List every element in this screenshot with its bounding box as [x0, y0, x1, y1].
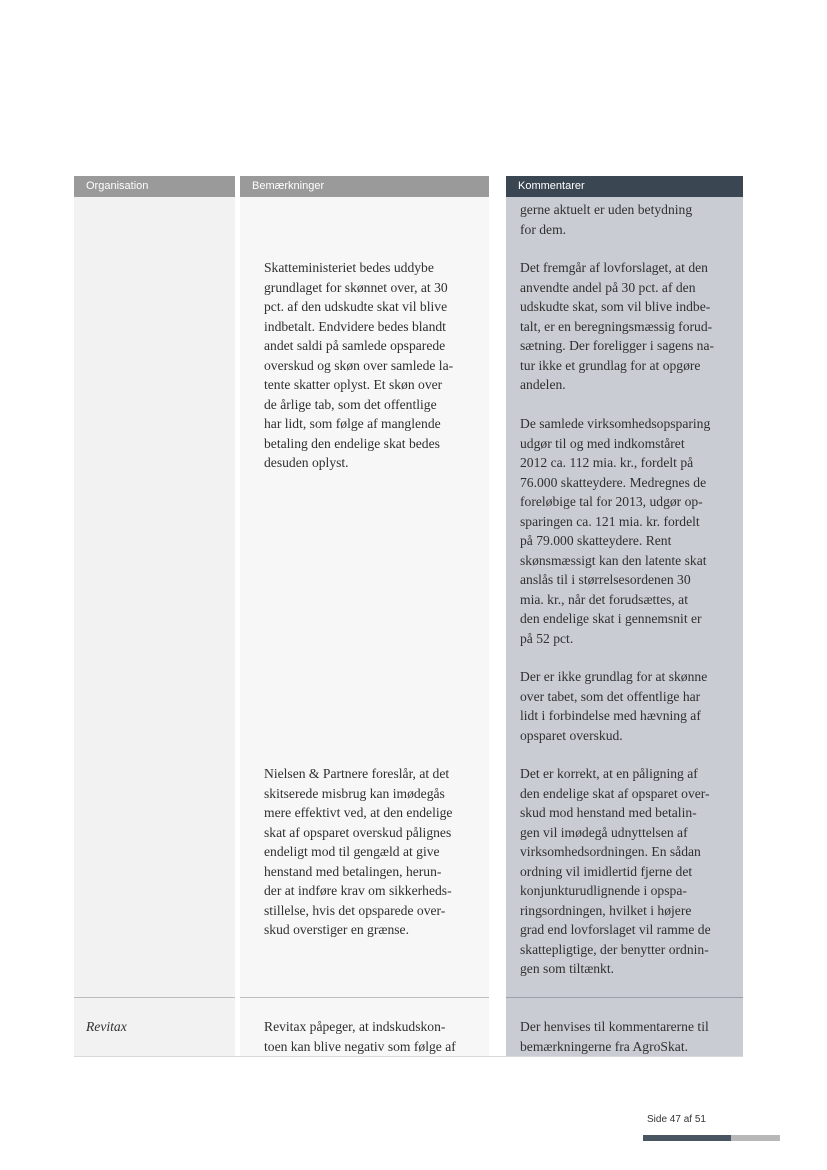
header-bemaerkninger: Bemærkninger	[240, 176, 489, 197]
kommentar-revitax: Der henvises til kommentarerne til bemærkningerne fra AgroSkat.	[520, 1019, 709, 1054]
header-kommentarer: Kommentarer	[506, 176, 743, 197]
kommentar-andel: Det fremgår af lovforslaget, at den anvendte andel på 30 pct. af den udskudte skat, som vil blive indbe- talt, er en beregningsmæssig forud- sætning. Der foreligger i sagens na- tur ikke et grundlag for at opgøre andelen.	[520, 260, 715, 392]
kommentar-paligning: Det er korrekt, at en påligning af den endelige skat af opsparet over- skud mod henstand med betalin- gen vil imødegå udnyttelsen af virksomhedsordningen. En sådan ordning vil imidlertid fjerne det konjunkturudlignende i opspa- ringsordningen, hvilket i højere grad end lovforslaget vil ramme de skattepligtige, der benytter ordnin- gen som tiltænkt.	[520, 766, 711, 976]
header-organisation: Organisation	[74, 176, 235, 197]
page-progress-remaining	[731, 1135, 780, 1141]
bemaerkning-nielsen-partnere: Nielsen & Partnere foreslår, at det skitserede misbrug kan imødegås mere effektivt ved, at den endelige skat af opsparet overskud pålignes endeligt mod til gengæld at give henstand med betalingen, herun- der at indføre krav om sikkerheds- stillelse, hvis det opsparede over- skud overstiger en grænse.	[264, 766, 453, 937]
kommentar-tab: Der er ikke grundlag for at skønne over tabet, som det offentlige har lidt i forbindelse med hævning af opsparet overskud.	[520, 669, 708, 743]
page-number: Side 47 af 51	[647, 1114, 706, 1125]
row-separator	[506, 997, 743, 998]
page-progress-bar	[643, 1135, 731, 1141]
organisation-revitax: Revitax	[86, 1019, 127, 1034]
row-separator	[74, 997, 235, 998]
bemaerkning-revitax: Revitax påpeger, at indskudskon- toen kan blive negativ som følge af	[264, 1019, 456, 1054]
kommentar-continuation: gerne aktuelt er uden betydning for dem.	[520, 202, 693, 237]
table-bottom-line	[74, 1056, 743, 1057]
kommentar-virksomhedsopsparing: De samlede virksomhedsopsparing udgør til og med indkomståret 2012 ca. 112 mia. kr., fordelt på 76.000 skatteydere. Medregnes de foreløbige tal for 2013, udgør op- sparingen ca. 121 mia. kr. fordelt på 79.000 skatteydere. Rent skønsmæssigt kan den latente skat anslås til i størrelsesordenen 30 mia. kr., når det forudsættes, at den endelige skat i gennemsnit er på 52 pct.	[520, 416, 711, 646]
organisation-column	[74, 197, 235, 1056]
bemaerkning-skatteministeriet: Skatteministeriet bedes uddybe grundlaget for skønnet over, at 30 pct. af den udskudte skat vil blive indbetalt. Endvidere bedes blandt andet saldi på samlede opsparede overskud og skøn over samlede la- tente skatter oplyst. Et skøn over de årlige tab, som det offentlige har lidt, som følge af manglende betaling den endelige skat bedes desuden oplyst.	[264, 260, 454, 470]
row-separator	[240, 997, 489, 998]
